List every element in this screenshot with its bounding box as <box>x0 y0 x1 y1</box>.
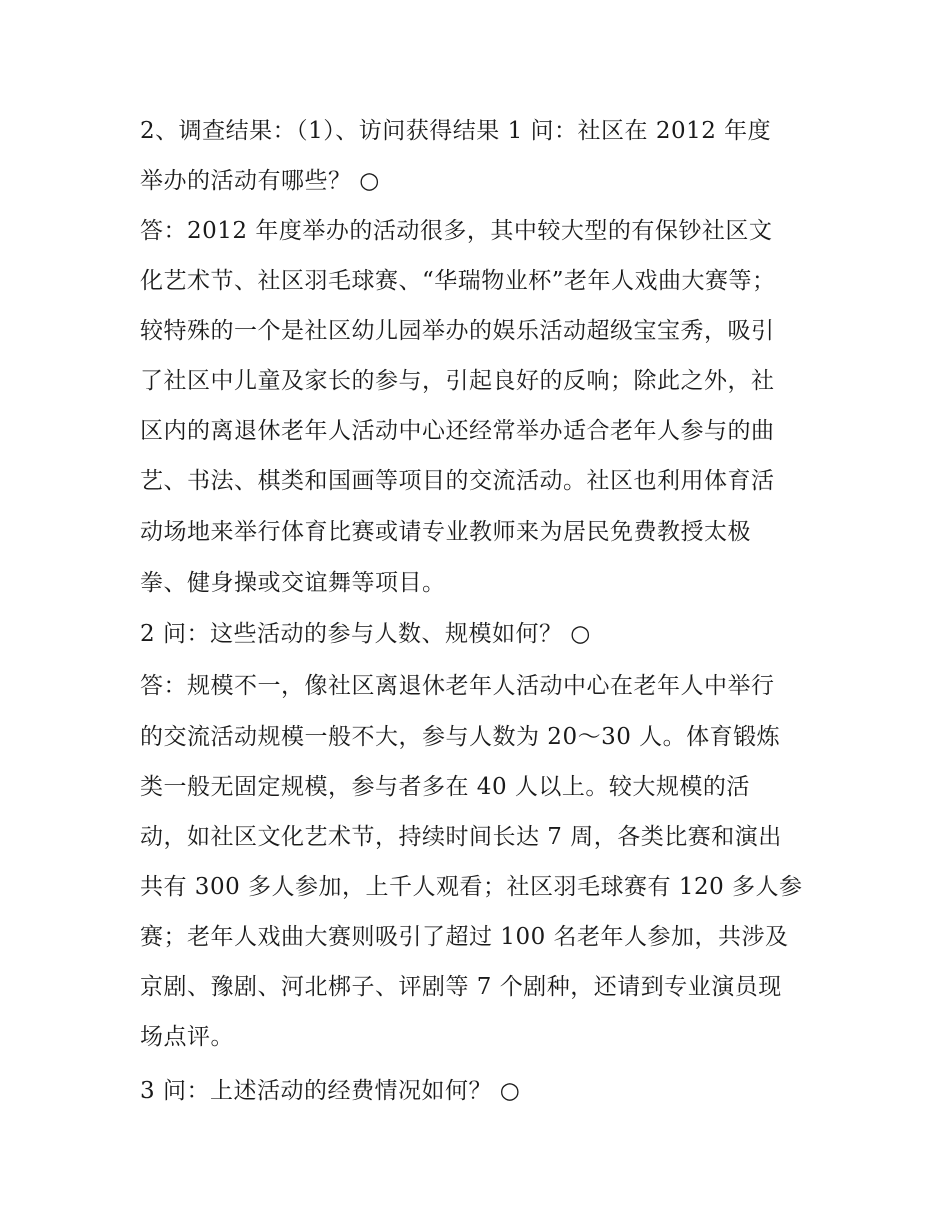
text-line: 艺、书法、棋类和国画等项目的交流活动。社区也利用体育活 <box>140 468 775 494</box>
text-line: 的交流活动规模一般不大，参与人数为 20～30 人。体育锻炼 <box>140 724 781 750</box>
text-line: 答：2012 年度举办的活动很多，其中较大型的有保钞社区文 <box>140 218 773 244</box>
text-line: 动场地来举行体育比赛或请专业教师来为居民免费教授太极 <box>140 519 751 545</box>
text-line: 京剧、豫剧、河北梆子、评剧等 7 个剧种，还请到专业演员现 <box>140 974 782 1000</box>
text-line: 化艺术节、社区羽毛球赛、“华瑞物业杯”老年人戏曲大赛等； <box>140 268 776 294</box>
text-line: 赛；老年人戏曲大赛则吸引了超过 100 名老年人参加，共涉及 <box>140 924 789 950</box>
text-line: 拳、健身操或交谊舞等项目。 <box>140 570 446 596</box>
text-line: 类一般无固定规模，参与者多在 40 人以上。较大规模的活 <box>140 774 750 800</box>
text-line: 了社区中儿童及家长的参与，引起良好的反响；除此之外，社 <box>140 368 775 394</box>
text-line: 2、调查结果：（1）、访问获得结果 1 问：社区在 2012 年度 <box>140 118 772 144</box>
text-line: 答：规模不一，像社区离退休老年人活动中心在老年人中举行 <box>140 673 775 699</box>
text-line: 区内的离退休老年人活动中心还经常举办适合老年人参与的曲 <box>140 418 775 444</box>
text-line: 2 问：这些活动的参与人数、规模如何？ ○ <box>140 621 591 647</box>
text-line: 场点评。 <box>140 1024 234 1050</box>
text-line: 3 问：上述活动的经费情况如何？ ○ <box>140 1078 521 1104</box>
text-line: 举办的活动有哪些？ ○ <box>140 168 380 194</box>
text-line: 动，如社区文化艺术节，持续时间长达 7 周，各类比赛和演出 <box>140 824 782 850</box>
text-line: 共有 300 多人参加，上千人观看；社区羽毛球赛有 120 多人参 <box>140 874 803 900</box>
text-line: 较特殊的一个是社区幼儿园举办的娱乐活动超级宝宝秀，吸引 <box>140 318 775 344</box>
